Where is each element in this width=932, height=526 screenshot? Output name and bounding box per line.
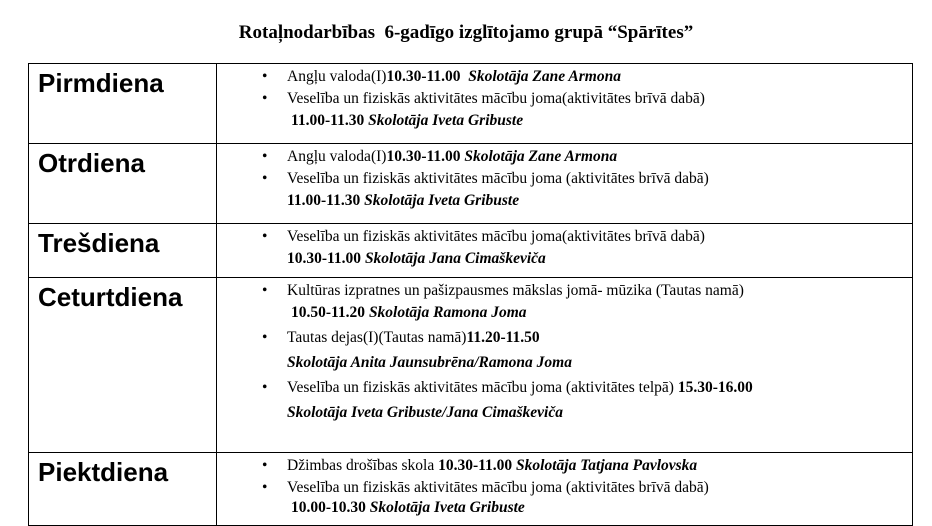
activities-cell [217, 144, 913, 224]
activities-cell [217, 224, 913, 278]
schedule-row-tuesday [29, 144, 913, 224]
schedule-row-friday [29, 453, 913, 526]
bullet-icon: • [262, 68, 268, 85]
activity-text: Angļu valoda(I) [287, 148, 387, 165]
activity-item [217, 146, 912, 168]
activity-item [217, 280, 912, 302]
bullet-icon: • [262, 329, 268, 346]
activity-detail-line [217, 190, 912, 212]
bullet-icon: • [262, 228, 268, 245]
activity-text: Veselība un fiziskās aktivitātes mācību joma(aktivitātes brīvā dabā) [287, 90, 705, 107]
schedule-row-wednesday [29, 224, 913, 278]
bullet-icon: • [262, 479, 268, 496]
activity-text: Veselība un fiziskās aktivitātes mācību joma (aktivitātes brīvā dabā) [287, 170, 709, 187]
activity-text: Veselība un fiziskās aktivitātes mācību joma (aktivitātes brīvā dabā) [287, 479, 709, 496]
bullet-icon: • [262, 90, 268, 107]
activity-time: 10.00-10.30 [291, 499, 366, 516]
activity-item [217, 66, 912, 88]
activity-teacher: Skolotāja Tatjana Pavlovska [516, 457, 698, 474]
activity-teacher: Skolotāja Iveta Gribuste [369, 499, 525, 516]
activity-text: Veselība un fiziskās aktivitātes mācību joma (aktivitātes telpā) [287, 379, 674, 396]
activity-detail-line [217, 248, 912, 270]
activity-text: Kultūras izpratnes un pašizpausmes mākslas jomā- mūzika (Tautas namā) [287, 282, 744, 299]
activity-item [217, 88, 912, 110]
activity-teacher: Skolotāja Anita Jaunsubrēna/Ramona Joma [287, 354, 572, 371]
activity-item [217, 377, 912, 399]
activity-time: 10.30-11.00 [386, 68, 461, 85]
activity-time: 15.30-16.00 [677, 379, 753, 396]
bullet-icon: • [262, 148, 268, 165]
activity-teacher: Skolotāja Jana Cimaškeviča [364, 250, 546, 267]
activity-teacher: Skolotāja Iveta Gribuste/Jana Cimaškeviča [287, 404, 563, 421]
bullet-icon: • [262, 282, 268, 299]
schedule-table [28, 63, 913, 526]
day-label: Pirmdiena [29, 64, 217, 144]
activity-detail-line [217, 499, 912, 517]
activity-text: Džimbas drošības skola [287, 457, 435, 474]
activity-teacher: Skolotāja Iveta Gribuste [364, 192, 520, 209]
activity-time: 10.30-11.00 [287, 250, 362, 267]
bullet-icon: • [262, 379, 268, 396]
activity-time: 10.50-11.20 [291, 304, 366, 321]
document-title: Rotaļnodarbības 6-gadīgo izglītojamo grupā “Spārītes” [238, 22, 694, 43]
schedule-row-thursday [29, 278, 913, 453]
activity-time: 11.00-11.30 [287, 192, 361, 209]
activity-detail-line [217, 302, 912, 324]
activity-time: 11.20-11.50 [466, 329, 540, 346]
activity-item [217, 226, 912, 248]
activity-item [217, 477, 912, 499]
activity-teacher: Skolotāja Zane Armona [464, 148, 618, 165]
bullet-icon: • [262, 170, 268, 187]
activity-detail-line [217, 110, 912, 132]
activity-item [217, 327, 912, 349]
activity-text: Veselība un fiziskās aktivitātes mācību joma(aktivitātes brīvā dabā) [287, 228, 705, 245]
activity-text: Angļu valoda(I) [287, 68, 387, 85]
bullet-icon: • [262, 457, 268, 474]
schedule-row-monday [29, 64, 913, 144]
activity-time: 11.00-11.30 [291, 112, 365, 129]
activities-cell [217, 453, 913, 526]
activities-cell [217, 278, 913, 453]
activity-teacher: Skolotāja Zane Armona [468, 68, 621, 85]
day-label: Trešdiena [29, 224, 217, 278]
activity-text: Tautas dejas(I)(Tautas namā) [287, 329, 467, 346]
activity-time: 10.30-11.00 [386, 148, 461, 165]
day-label: Ceturtdiena [29, 278, 217, 453]
activities-cell [217, 64, 913, 144]
activity-teacher: Skolotāja Ramona Joma [368, 304, 527, 321]
activity-teacher: Skolotāja Iveta Gribuste [368, 112, 524, 129]
day-label: Piektdiena [29, 453, 217, 526]
day-label: Otrdiena [29, 144, 217, 224]
activity-item [217, 168, 912, 190]
activity-item [217, 455, 912, 477]
activity-time: 10.30-11.00 [438, 457, 513, 474]
activity-detail-line [217, 402, 912, 424]
activity-detail-line [217, 352, 912, 374]
